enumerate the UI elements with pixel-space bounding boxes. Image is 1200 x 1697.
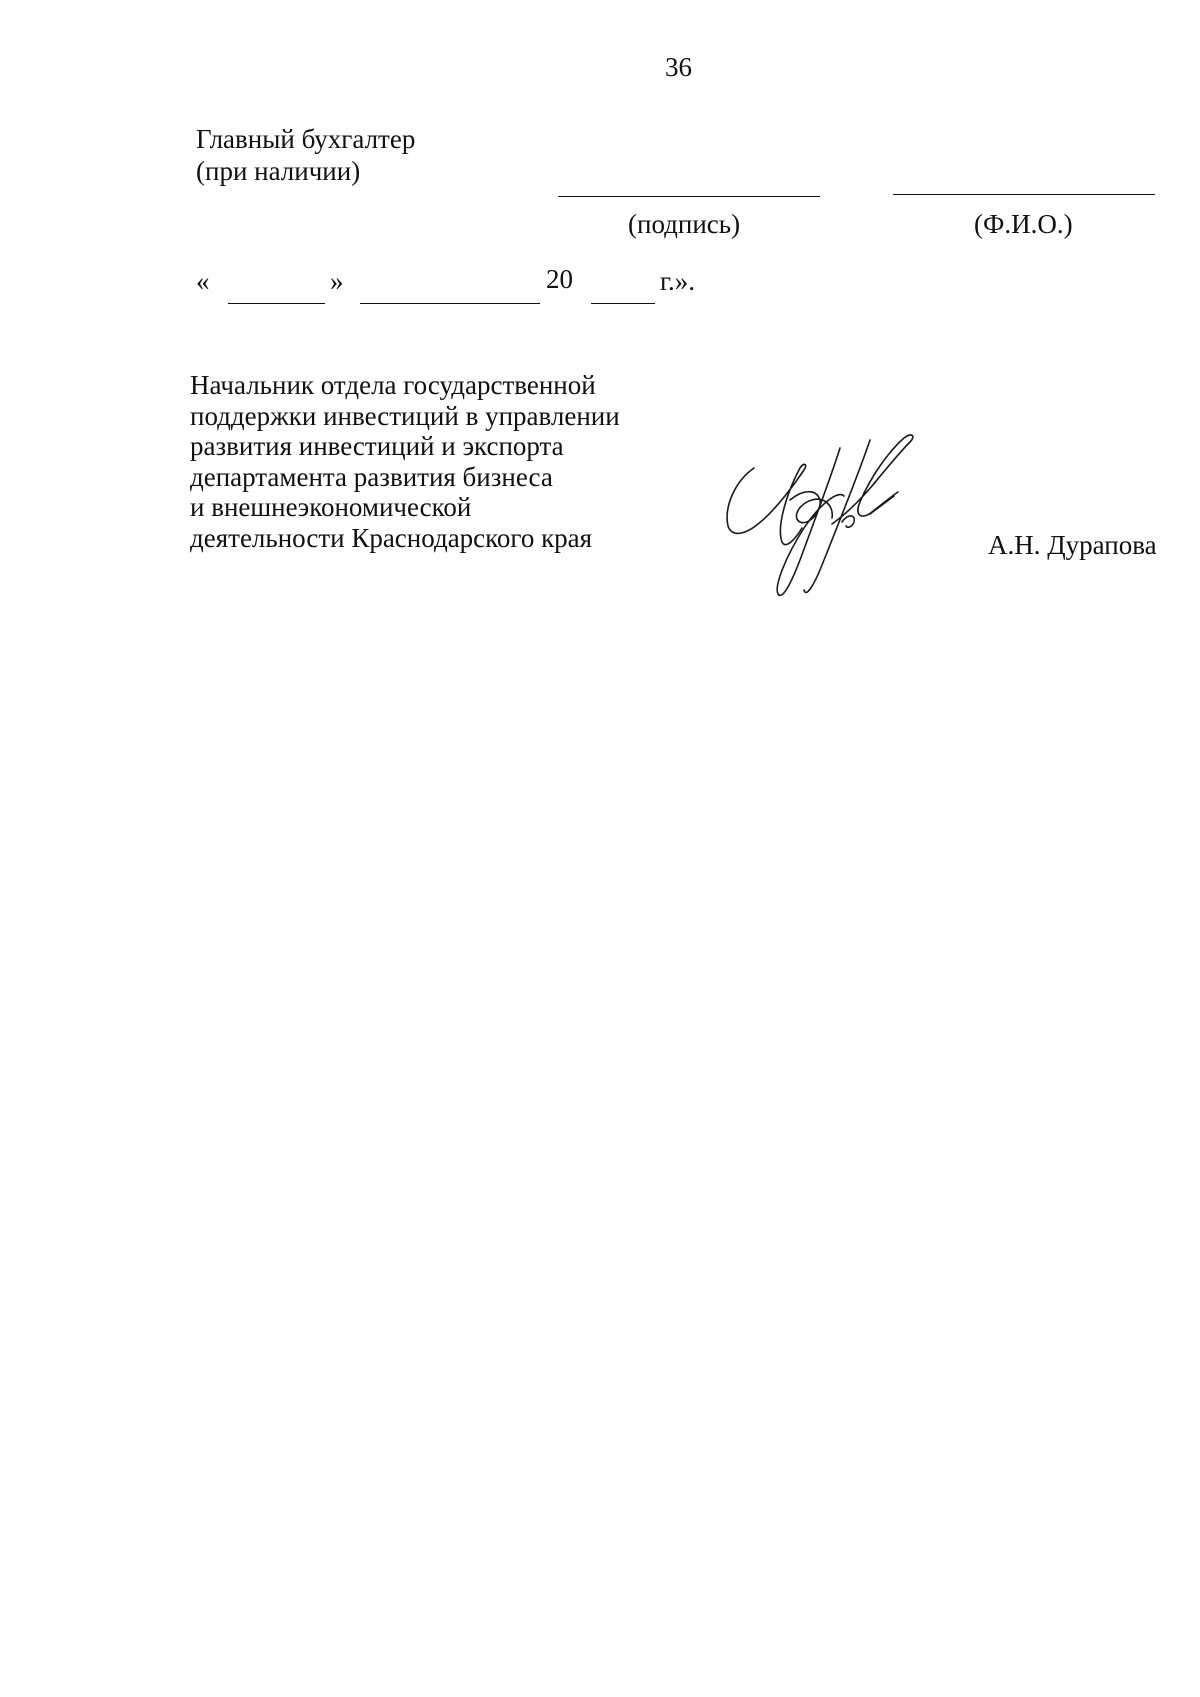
official-position-line: департамента развития бизнеса [190,461,553,492]
date-year-suffix: г.». [660,266,696,296]
page-number: 36 [665,52,692,82]
official-position-line: поддержки инвестиций в управлении [190,400,620,431]
date-day-line [228,303,325,304]
date-month-line [360,303,540,304]
accountant-title: Главный бухгалтер [196,124,416,154]
signature-caption: (подпись) [628,209,741,239]
date-year-line [591,303,655,304]
official-position-line: Начальник отдела государственной [190,370,596,400]
official-position-line: деятельности Краснодарского края [190,522,593,553]
accountant-title-note: (при наличии) [196,156,361,186]
date-close-quote: » [330,266,344,296]
official-name: А.Н. Дурапова [988,530,1157,560]
date-open-quote: « [196,266,210,296]
signature-line [558,196,820,197]
date-year-prefix: 20 [546,264,573,294]
official-position-line: и внешнеэкономической [190,492,472,522]
official-position-line: развития инвестиций и экспорта [190,431,564,461]
handwritten-signature [720,430,960,620]
official-position [190,370,620,553]
name-caption: (Ф.И.О.) [974,209,1073,239]
name-line [893,194,1155,195]
